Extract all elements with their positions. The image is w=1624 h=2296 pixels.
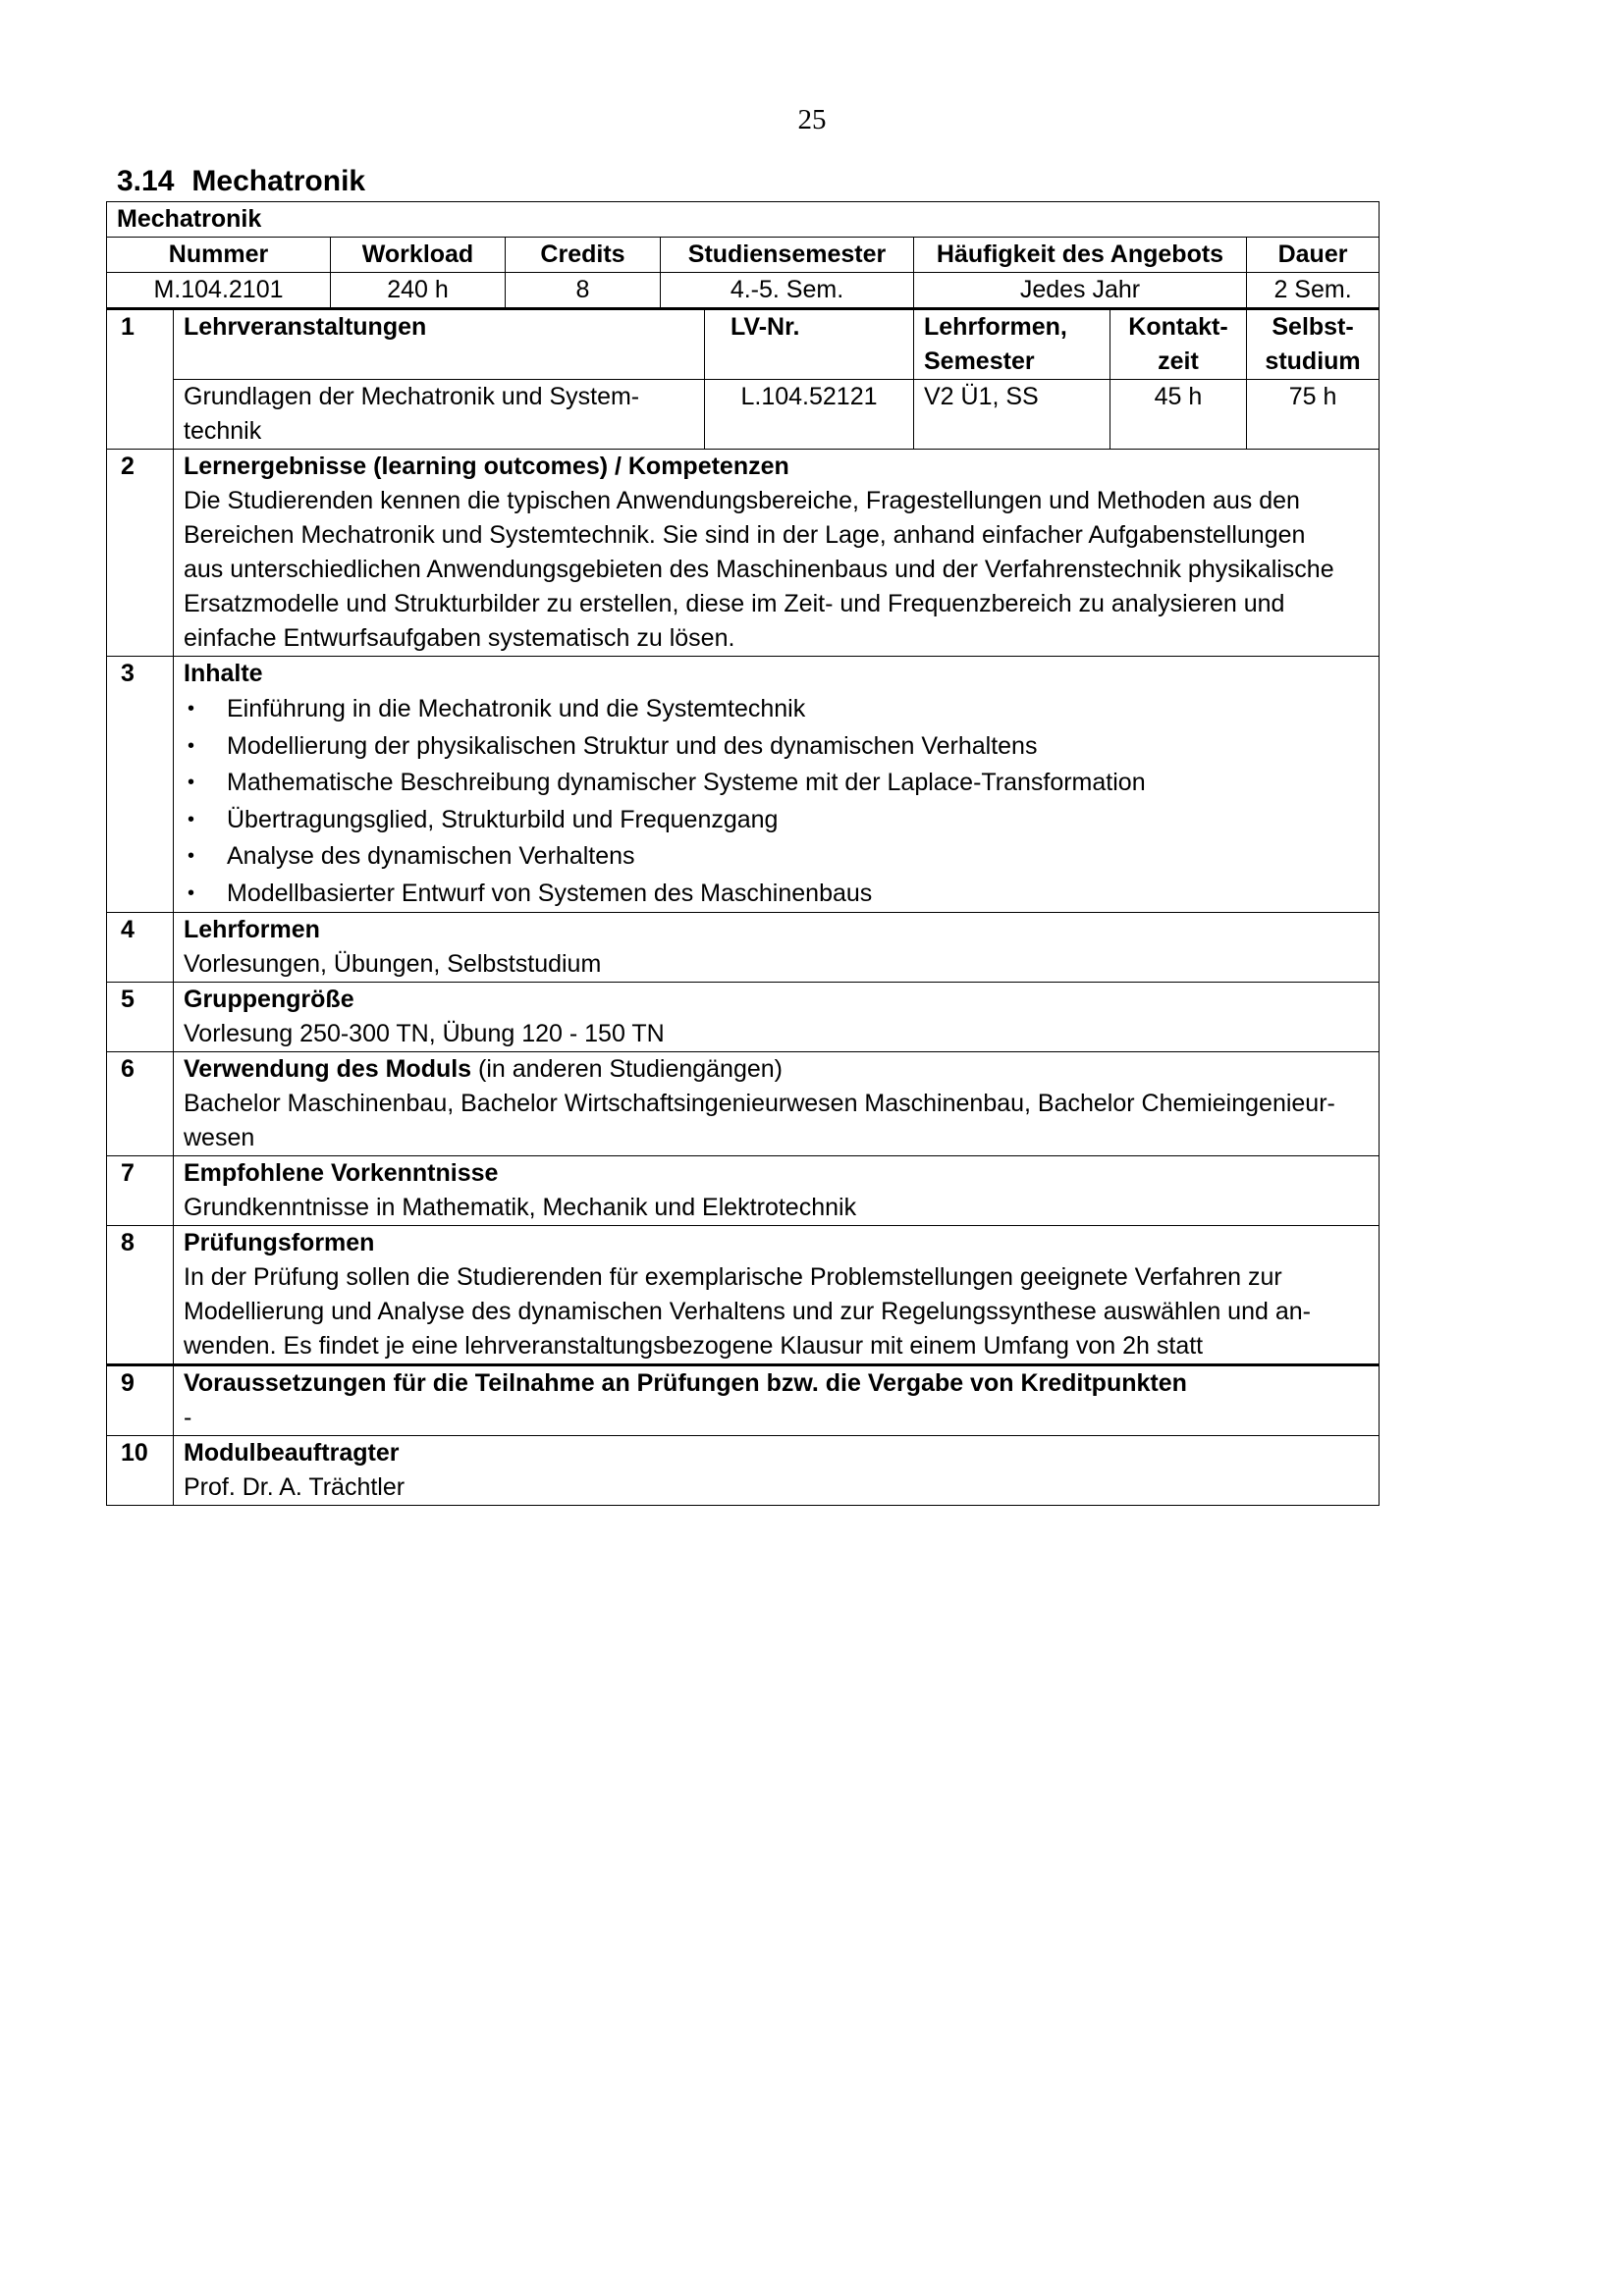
s10-text: Prof. Dr. A. Trächtler <box>184 1473 406 1501</box>
s7-text: Grundkenntnisse in Mathematik, Mechanik und Elektrotechnik <box>184 1194 857 1221</box>
value-studiensemester: 4.-5. Sem. <box>661 273 914 309</box>
s1-course-lvnr: L.104.52121 <box>705 380 914 450</box>
value-dauer: 2 Sem. <box>1247 273 1380 309</box>
s1-course-kontaktzeit: 45 h <box>1110 380 1247 450</box>
s6-title-line <box>184 1052 1369 1087</box>
s9-text: - <box>184 1404 192 1431</box>
s3-list <box>184 691 1369 912</box>
s1-col-lvnr: LV-Nr. <box>705 309 914 380</box>
s10-title: Modulbeauftragter <box>184 1439 400 1467</box>
s2-row <box>107 450 1380 657</box>
s2-content <box>174 450 1380 657</box>
section-number: 3.14 <box>117 165 175 197</box>
s7-title: Empfohlene Vorkenntnisse <box>184 1159 499 1187</box>
value-haeufigkeit: Jedes Jahr <box>914 273 1247 309</box>
module-name-row <box>107 202 1380 238</box>
s1-col-selbststudium-line1: Selbst- <box>1272 313 1354 341</box>
s3-title: Inhalte <box>184 660 263 687</box>
s8-title: Prüfungsformen <box>184 1229 375 1256</box>
bullet-icon: • <box>188 772 195 793</box>
s4-text: Vorlesungen, Übungen, Selbststudium <box>184 950 602 978</box>
s1-col-lehrveranstaltungen: Lehrveranstaltungen <box>174 309 705 380</box>
s5-number: 5 <box>107 983 174 1052</box>
s5-title: Gruppengröße <box>184 986 354 1013</box>
list-item-text: Modellierung der physikalischen Struktur und des dynamischen Verhaltens <box>227 731 1038 760</box>
label-nummer: Nummer <box>107 238 331 273</box>
s2-line: Die Studierenden kennen die typischen Anwendungsbereiche, Fragestellungen und Methoden aus den <box>184 487 1300 514</box>
s5-content <box>174 983 1380 1052</box>
s6-title-suffix: (in anderen Studiengängen) <box>471 1055 784 1083</box>
s4-content <box>174 913 1380 983</box>
list-item-text: Modellbasierter Entwurf von Systemen des Maschinenbaus <box>227 879 873 907</box>
bullet-icon: • <box>188 808 195 830</box>
s7-content <box>174 1156 1380 1226</box>
s4-number: 4 <box>107 913 174 983</box>
s6-content <box>174 1052 1380 1156</box>
s5-row <box>107 983 1380 1052</box>
s2-number: 2 <box>107 450 174 657</box>
s1-course-title <box>174 380 705 450</box>
s8-row <box>107 1226 1380 1365</box>
s2-line: Bereichen Mechatronik und Systemtechnik. Sie sind in der Lage, anhand einfacher Aufgabenstellungen <box>184 521 1306 549</box>
list-item <box>184 765 1369 802</box>
s9-number: 9 <box>107 1365 174 1436</box>
bullet-icon: • <box>188 734 195 757</box>
list-item-text: Übertragungsglied, Strukturbild und Frequenzgang <box>227 805 779 833</box>
label-credits: Credits <box>506 238 661 273</box>
list-item <box>184 876 1369 913</box>
s1-course-selbststudium: 75 h <box>1247 380 1380 450</box>
list-item-text: Mathematische Beschreibung dynamischer Systeme mit der Laplace-Transformation <box>227 769 1146 796</box>
s1-course-row <box>107 380 1380 450</box>
s3-row <box>107 657 1380 913</box>
s1-col-lehrformen-line1: Lehrformen, <box>924 313 1067 341</box>
s4-row <box>107 913 1380 983</box>
label-studiensemester: Studiensemester <box>661 238 914 273</box>
bullet-icon: • <box>188 698 195 720</box>
s3-content <box>174 657 1380 913</box>
s1-course-title-line1: Grundlagen der Mechatronik und System- <box>184 383 640 410</box>
s1-header-row <box>107 309 1380 380</box>
module-table <box>106 201 1380 1506</box>
s1-col-lehrformen-line2: Semester <box>924 347 1035 375</box>
s8-content <box>174 1226 1380 1365</box>
s1-col-kontaktzeit <box>1110 309 1247 380</box>
s8-line: wenden. Es findet je eine lehrveranstaltungsbezogene Klausur mit einem Umfang von 2h statt <box>184 1332 1204 1360</box>
list-item <box>184 802 1369 839</box>
s1-col-kontaktzeit-line1: Kontakt- <box>1128 313 1228 341</box>
bullet-icon: • <box>188 881 195 904</box>
s1-number: 1 <box>107 309 174 450</box>
s1-col-selbststudium <box>1247 309 1380 380</box>
section-title-text: Mechatronik <box>191 165 366 197</box>
module-header-labels <box>107 238 1380 273</box>
s2-line: Ersatzmodelle und Strukturbilder zu erstellen, diese im Zeit- und Frequenzbereich zu analysieren und <box>184 590 1285 617</box>
label-workload: Workload <box>331 238 506 273</box>
value-credits: 8 <box>506 273 661 309</box>
s6-number: 6 <box>107 1052 174 1156</box>
value-workload: 240 h <box>331 273 506 309</box>
s6-title: Verwendung des Moduls <box>184 1055 472 1083</box>
s1-course-title-line2: technik <box>184 417 262 445</box>
module-name: Mechatronik <box>107 202 1380 238</box>
s8-line: In der Prüfung sollen die Studierenden für exemplarische Problemstellungen geeignete Verfahren zur <box>184 1263 1282 1291</box>
module-header-values <box>107 273 1380 309</box>
s10-row <box>107 1436 1380 1506</box>
s6-line: wesen <box>184 1124 255 1151</box>
label-dauer: Dauer <box>1247 238 1380 273</box>
page-number: 25 <box>797 104 827 135</box>
s10-content <box>174 1436 1380 1506</box>
s3-number: 3 <box>107 657 174 913</box>
list-item <box>184 728 1369 766</box>
s9-row <box>107 1365 1380 1436</box>
list-item <box>184 691 1369 728</box>
s1-course-lehrformen: V2 Ü1, SS <box>914 380 1110 450</box>
s7-row <box>107 1156 1380 1226</box>
s6-row <box>107 1052 1380 1156</box>
s5-text: Vorlesung 250-300 TN, Übung 120 - 150 TN <box>184 1020 665 1047</box>
s1-col-lehrformen <box>914 309 1110 380</box>
label-haeufigkeit: Häufigkeit des Angebots <box>914 238 1247 273</box>
s2-line: einfache Entwurfsaufgaben systematisch zu lösen. <box>184 624 735 652</box>
list-item <box>184 838 1369 876</box>
s6-line: Bachelor Maschinenbau, Bachelor Wirtschaftsingenieurwesen Maschinenbau, Bachelor Chemieingenieur- <box>184 1090 1335 1117</box>
bullet-icon: • <box>188 845 195 867</box>
s8-number: 8 <box>107 1226 174 1365</box>
value-nummer: M.104.2101 <box>107 273 331 309</box>
list-item-text: Analyse des dynamischen Verhaltens <box>227 842 635 870</box>
s2-title: Lernergebnisse (learning outcomes) / Kompetenzen <box>184 453 789 480</box>
section-title <box>117 165 365 198</box>
s4-title: Lehrformen <box>184 916 320 943</box>
s7-number: 7 <box>107 1156 174 1226</box>
s1-col-selbststudium-line2: studium <box>1265 347 1361 375</box>
s10-number: 10 <box>107 1436 174 1506</box>
s9-title: Voraussetzungen für die Teilnahme an Prüfungen bzw. die Vergabe von Kreditpunkten <box>184 1369 1187 1397</box>
s1-col-kontaktzeit-line2: zeit <box>1158 347 1199 375</box>
list-item-text: Einführung in die Mechatronik und die Systemtechnik <box>227 695 806 722</box>
s2-line: aus unterschiedlichen Anwendungsgebieten des Maschinenbaus und der Verfahrenstechnik physikalische <box>184 556 1334 583</box>
s9-content <box>174 1365 1380 1436</box>
s8-line: Modellierung und Analyse des dynamischen Verhaltens und zur Regelungssynthese auswählen und an- <box>184 1298 1311 1325</box>
